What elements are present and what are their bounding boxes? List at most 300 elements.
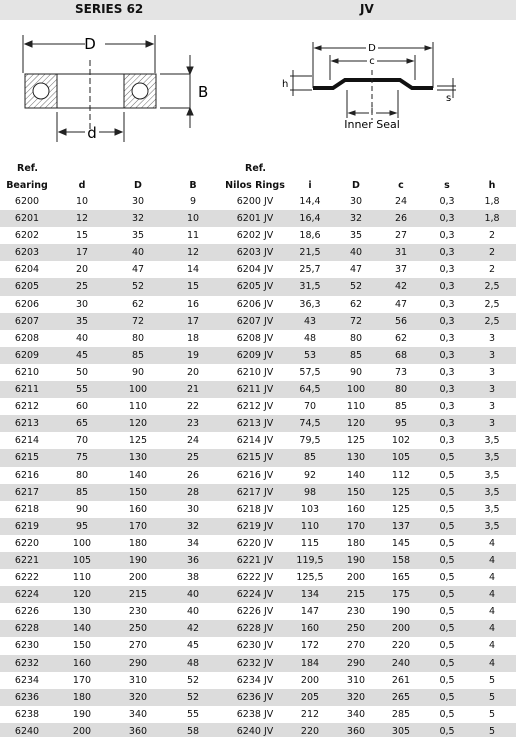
cell-nilos-ring: 6221 JV (236, 554, 274, 566)
cell-h: 3,5 (484, 435, 500, 447)
cell-c: 285 (391, 708, 411, 720)
table-row (0, 347, 516, 364)
cell-s: 0,3 (439, 264, 455, 276)
cell-c: 137 (391, 520, 411, 532)
cell-bearing: 6210 (14, 366, 40, 378)
cell-D: 80 (131, 332, 145, 344)
cell-D: 130 (128, 452, 148, 464)
cell-bearing: 6232 (14, 657, 40, 669)
technical-drawings (0, 20, 516, 160)
cell-D-ring: 180 (346, 537, 366, 549)
cell-bearing: 6203 (14, 247, 40, 259)
table-row (0, 620, 516, 637)
cell-i: 115 (300, 537, 320, 549)
cell-i: 16,4 (299, 213, 321, 225)
cell-h: 1,8 (484, 213, 500, 225)
cell-B: 9 (189, 196, 197, 207)
cell-nilos-ring: 6204 JV (236, 264, 274, 276)
cell-c: 112 (391, 469, 411, 481)
cell-D: 360 (128, 725, 148, 737)
cell-B: 42 (186, 623, 200, 635)
cell-bearing: 6211 (14, 384, 40, 396)
cell-D-ring: 140 (346, 469, 366, 481)
cell-d: 55 (75, 384, 89, 396)
cell-i: 172 (300, 640, 320, 652)
cell-s: 0,5 (439, 691, 455, 703)
cell-c: 105 (391, 452, 411, 464)
cell-s: 0,5 (439, 572, 455, 584)
table-row (0, 723, 516, 737)
cell-D-ring: 320 (346, 691, 366, 703)
cell-s: 0,5 (439, 503, 455, 515)
cell-i: 119,5 (296, 554, 324, 566)
cell-B: 22 (186, 401, 200, 413)
cell-nilos-ring: 6210 JV (236, 366, 274, 378)
cell-nilos-ring: 6206 JV (236, 298, 274, 310)
cell-nilos-ring: 6214 JV (236, 435, 274, 447)
cell-d: 35 (75, 315, 89, 327)
cell-h: 1,8 (484, 196, 500, 207)
cell-i: 85 (303, 452, 317, 464)
cell-s: 0,5 (439, 537, 455, 549)
cell-h: 2,5 (484, 298, 500, 310)
cell-d: 75 (75, 452, 89, 464)
cell-D: 110 (128, 401, 148, 413)
cell-D: 200 (128, 572, 148, 584)
cell-h: 4 (488, 606, 496, 618)
cell-D: 32 (131, 213, 145, 225)
cell-D: 140 (128, 469, 148, 481)
cell-B: 38 (186, 572, 200, 584)
table-row (0, 672, 516, 689)
cell-D: 310 (128, 674, 148, 686)
cell-nilos-ring: 6217 JV (236, 486, 274, 498)
cell-d: 25 (75, 281, 89, 293)
cell-c: 85 (394, 401, 408, 413)
cell-h: 5 (488, 691, 496, 703)
table-row (0, 603, 516, 620)
cell-B: 15 (186, 281, 200, 293)
cell-D-ring: 62 (349, 298, 363, 310)
cell-D: 30 (131, 196, 145, 207)
cell-i: 21,5 (299, 247, 321, 259)
cell-d: 140 (72, 623, 92, 635)
cell-d: 90 (75, 503, 89, 515)
cell-D-ring: 130 (346, 452, 366, 464)
cell-d: 20 (75, 264, 89, 276)
column-header-d: d (78, 180, 86, 191)
cell-d: 110 (72, 572, 92, 584)
cell-nilos-ring: 6230 JV (236, 640, 274, 652)
cell-bearing: 6208 (14, 332, 40, 344)
cell-bearing: 6200 (14, 196, 40, 207)
cell-bearing: 6206 (14, 298, 40, 310)
cell-D-ring: 360 (346, 725, 366, 737)
cell-s: 0,3 (439, 230, 455, 242)
table-row (0, 415, 516, 432)
cell-B: 34 (186, 537, 200, 549)
cell-D-ring: 160 (346, 503, 366, 515)
cell-D-ring: 32 (349, 213, 363, 225)
cell-nilos-ring: 6220 JV (236, 537, 274, 549)
cell-d: 170 (72, 674, 92, 686)
cell-bearing: 6221 (14, 554, 40, 566)
cell-D-ring: 120 (346, 418, 366, 430)
cell-D: 170 (128, 520, 148, 532)
cell-d: 60 (75, 401, 89, 413)
cell-c: 145 (391, 537, 411, 549)
cell-s: 0,3 (439, 435, 455, 447)
cell-B: 14 (186, 264, 200, 276)
cell-i: 36,3 (299, 298, 321, 310)
cell-nilos-ring: 6218 JV (236, 503, 274, 515)
cell-i: 92 (303, 469, 317, 481)
cell-D: 290 (128, 657, 148, 669)
cell-c: 26 (394, 213, 408, 225)
cell-h: 3 (488, 332, 496, 344)
cell-D: 150 (128, 486, 148, 498)
cell-i: 74,5 (299, 418, 321, 430)
table-row (0, 586, 516, 603)
cell-D-ring: 215 (346, 589, 366, 601)
label-h: h (282, 79, 289, 90)
column-header-bearing: Bearing (6, 180, 48, 191)
cell-c: 305 (391, 725, 411, 737)
cell-h: 2 (488, 247, 496, 259)
cell-bearing: 6213 (14, 418, 40, 430)
cell-h: 3,5 (484, 520, 500, 532)
cell-d: 130 (72, 606, 92, 618)
cell-i: 48 (303, 332, 317, 344)
cell-B: 36 (186, 554, 200, 566)
cell-h: 4 (488, 554, 496, 566)
cell-B: 52 (186, 691, 200, 703)
cell-B: 30 (186, 503, 200, 515)
cell-h: 2,5 (484, 315, 500, 327)
cell-s: 0,3 (439, 384, 455, 396)
cell-B: 10 (186, 213, 200, 225)
cell-bearing: 6201 (14, 213, 40, 225)
cell-bearing: 6215 (14, 452, 40, 464)
cell-s: 0,5 (439, 486, 455, 498)
cell-D: 340 (128, 708, 148, 720)
cell-B: 26 (186, 469, 200, 481)
table-row (0, 227, 516, 244)
cell-d: 190 (72, 708, 92, 720)
cell-i: 57,5 (299, 366, 321, 378)
cell-s: 0,5 (439, 674, 455, 686)
cell-D: 85 (131, 349, 145, 361)
table-row (0, 689, 516, 706)
cell-d: 30 (75, 298, 89, 310)
cell-c: 31 (394, 247, 408, 259)
table-row (0, 552, 516, 569)
cell-c: 47 (394, 298, 408, 310)
cell-nilos-ring: 6222 JV (236, 572, 274, 584)
cell-B: 52 (186, 674, 200, 686)
cell-D-ring: 310 (346, 674, 366, 686)
cell-c: 165 (391, 572, 411, 584)
cell-D-ring: 100 (346, 384, 366, 396)
cell-c: 37 (394, 264, 408, 276)
column-header-s: s (444, 180, 450, 191)
cell-d: 150 (72, 640, 92, 652)
cell-i: 220 (300, 725, 320, 737)
cell-d: 95 (75, 520, 89, 532)
column-header-i: i (308, 180, 312, 191)
cell-c: 80 (394, 384, 408, 396)
cell-nilos-ring: 6212 JV (236, 401, 274, 413)
cell-s: 0,5 (439, 725, 455, 737)
cell-h: 3 (488, 384, 496, 396)
cell-D-ring: 200 (346, 572, 366, 584)
cell-bearing: 6205 (14, 281, 40, 293)
cell-d: 50 (75, 366, 89, 378)
cell-c: 102 (391, 435, 411, 447)
cell-i: 31,5 (299, 281, 321, 293)
cell-i: 205 (300, 691, 320, 703)
cell-D-ring: 85 (349, 349, 363, 361)
cell-B: 18 (186, 332, 200, 344)
table-row (0, 296, 516, 313)
cell-bearing: 6216 (14, 469, 40, 481)
cell-nilos-ring: 6238 JV (236, 708, 274, 720)
cell-nilos-ring: 6203 JV (236, 247, 274, 259)
cell-D: 190 (128, 554, 148, 566)
cell-c: 24 (394, 196, 408, 207)
cell-d: 85 (75, 486, 89, 498)
label-c: c (369, 56, 375, 67)
cell-i: 64,5 (299, 384, 321, 396)
cell-i: 79,5 (299, 435, 321, 447)
cell-i: 160 (300, 623, 320, 635)
cell-d: 180 (72, 691, 92, 703)
cell-d: 40 (75, 332, 89, 344)
cell-bearing: 6234 (14, 674, 40, 686)
table-row (0, 569, 516, 586)
cell-bearing: 6230 (14, 640, 40, 652)
cell-c: 125 (391, 503, 411, 515)
cell-D: 125 (128, 435, 148, 447)
ref-left-label: Ref. (17, 163, 38, 174)
cell-D: 215 (128, 589, 148, 601)
cell-i: 147 (300, 606, 320, 618)
cell-h: 2,5 (484, 281, 500, 293)
cell-i: 125,5 (296, 572, 324, 584)
cell-s: 0,3 (439, 418, 455, 430)
cell-h: 4 (488, 640, 496, 652)
cell-nilos-ring: 6209 JV (236, 349, 274, 361)
cell-B: 40 (186, 589, 200, 601)
cell-B: 11 (186, 230, 200, 242)
cell-D-ring: 30 (349, 196, 363, 207)
cell-bearing: 6214 (14, 435, 40, 447)
data-table (0, 193, 516, 737)
cell-D-ring: 110 (346, 401, 366, 413)
cell-d: 100 (72, 537, 92, 549)
cell-D: 47 (131, 264, 145, 276)
column-header-D-ring: D (352, 180, 360, 191)
table-row (0, 518, 516, 535)
cell-d: 10 (75, 196, 89, 207)
cell-h: 3,5 (484, 503, 500, 515)
cell-d: 17 (75, 247, 89, 259)
cell-c: 220 (391, 640, 411, 652)
cell-B: 23 (186, 418, 200, 430)
cell-i: 98 (303, 486, 317, 498)
cell-B: 24 (186, 435, 200, 447)
cell-c: 73 (394, 366, 408, 378)
cell-D: 250 (128, 623, 148, 635)
cell-s: 0,3 (439, 315, 455, 327)
cell-B: 28 (186, 486, 200, 498)
cell-D: 120 (128, 418, 148, 430)
table-row (0, 449, 516, 466)
cell-s: 0,3 (439, 298, 455, 310)
table-row (0, 484, 516, 501)
cell-s: 0,5 (439, 520, 455, 532)
cell-bearing: 6219 (14, 520, 40, 532)
cell-c: 56 (394, 315, 408, 327)
cell-nilos-ring: 6213 JV (236, 418, 274, 430)
cell-D-ring: 190 (346, 554, 366, 566)
cell-bearing: 6224 (14, 589, 40, 601)
cell-h: 3 (488, 418, 496, 430)
cell-D: 62 (131, 298, 145, 310)
table-row (0, 381, 516, 398)
cell-nilos-ring: 6215 JV (236, 452, 274, 464)
header-bar (0, 0, 516, 20)
cell-s: 0,5 (439, 469, 455, 481)
cell-B: 45 (186, 640, 200, 652)
cell-nilos-ring: 6234 JV (236, 674, 274, 686)
cell-c: 190 (391, 606, 411, 618)
table-row (0, 432, 516, 449)
cell-nilos-ring: 6216 JV (236, 469, 274, 481)
cell-bearing: 6240 (14, 725, 40, 737)
column-header-nilos-ring: Nilos Rings (225, 180, 285, 191)
cell-c: 68 (394, 349, 408, 361)
cell-D-ring: 35 (349, 230, 363, 242)
label-D-left: D (84, 35, 96, 53)
cell-i: 53 (303, 349, 317, 361)
cell-h: 5 (488, 725, 496, 737)
cell-B: 19 (186, 349, 200, 361)
cell-i: 103 (300, 503, 320, 515)
cell-c: 265 (391, 691, 411, 703)
cell-i: 70 (303, 401, 317, 413)
cell-nilos-ring: 6224 JV (236, 589, 274, 601)
cell-c: 175 (391, 589, 411, 601)
cell-nilos-ring: 6226 JV (236, 606, 274, 618)
cell-B: 40 (186, 606, 200, 618)
cell-nilos-ring: 6201 JV (236, 213, 274, 225)
cell-D: 270 (128, 640, 148, 652)
cell-d: 15 (75, 230, 89, 242)
cell-d: 12 (75, 213, 89, 225)
cell-h: 3 (488, 401, 496, 413)
table-row (0, 706, 516, 723)
cell-d: 65 (75, 418, 89, 430)
cell-bearing: 6226 (14, 606, 40, 618)
cell-s: 0,5 (439, 554, 455, 566)
cell-h: 5 (488, 674, 496, 686)
cell-c: 27 (394, 230, 408, 242)
cell-nilos-ring: 6219 JV (236, 520, 274, 532)
cell-D: 320 (128, 691, 148, 703)
cell-bearing: 6217 (14, 486, 40, 498)
cell-i: 18,6 (299, 230, 321, 242)
cell-h: 2 (488, 230, 496, 242)
cell-bearing: 6220 (14, 537, 40, 549)
cell-D-ring: 170 (346, 520, 366, 532)
cell-s: 0,5 (439, 589, 455, 601)
cell-d: 160 (72, 657, 92, 669)
table-row (0, 278, 516, 295)
cell-D: 40 (131, 247, 145, 259)
ref-right-label: Ref. (245, 163, 266, 174)
cell-B: 55 (186, 708, 200, 720)
cell-i: 25,7 (299, 264, 321, 276)
cell-d: 80 (75, 469, 89, 481)
cell-nilos-ring: 6200 JV (236, 196, 274, 207)
cell-D: 35 (131, 230, 145, 242)
cell-h: 3 (488, 366, 496, 378)
cell-B: 58 (186, 725, 200, 737)
cell-B: 32 (186, 520, 200, 532)
cell-bearing: 6204 (14, 264, 40, 276)
cell-d: 70 (75, 435, 89, 447)
cell-s: 0,3 (439, 401, 455, 413)
cell-h: 5 (488, 708, 496, 720)
cell-D: 160 (128, 503, 148, 515)
cell-s: 0,5 (439, 452, 455, 464)
cell-c: 240 (391, 657, 411, 669)
table-row (0, 210, 516, 227)
table-row (0, 364, 516, 381)
cell-D-ring: 150 (346, 486, 366, 498)
cell-s: 0,3 (439, 332, 455, 344)
cell-i: 212 (300, 708, 320, 720)
cell-bearing: 6202 (14, 230, 40, 242)
cell-D-ring: 52 (349, 281, 363, 293)
cell-bearing: 6236 (14, 691, 40, 703)
cell-B: 21 (186, 384, 200, 396)
cell-h: 3,5 (484, 469, 500, 481)
cell-c: 42 (394, 281, 408, 293)
cell-s: 0,5 (439, 657, 455, 669)
cell-i: 43 (303, 315, 317, 327)
cell-nilos-ring: 6228 JV (236, 623, 274, 635)
cell-D-ring: 290 (346, 657, 366, 669)
cell-nilos-ring: 6202 JV (236, 230, 274, 242)
cell-bearing: 6209 (14, 349, 40, 361)
cell-s: 0,5 (439, 606, 455, 618)
cell-D-ring: 125 (346, 435, 366, 447)
cell-D-ring: 80 (349, 332, 363, 344)
column-header-B: B (189, 180, 197, 191)
label-d: d (87, 124, 97, 142)
cell-D-ring: 40 (349, 247, 363, 259)
table-row (0, 501, 516, 518)
cell-s: 0,3 (439, 366, 455, 378)
cell-h: 3,5 (484, 452, 500, 464)
cell-i: 14,4 (299, 196, 321, 207)
cell-nilos-ring: 6240 JV (236, 725, 274, 737)
cell-D-ring: 250 (346, 623, 366, 635)
cell-D-ring: 230 (346, 606, 366, 618)
cell-D-ring: 270 (346, 640, 366, 652)
